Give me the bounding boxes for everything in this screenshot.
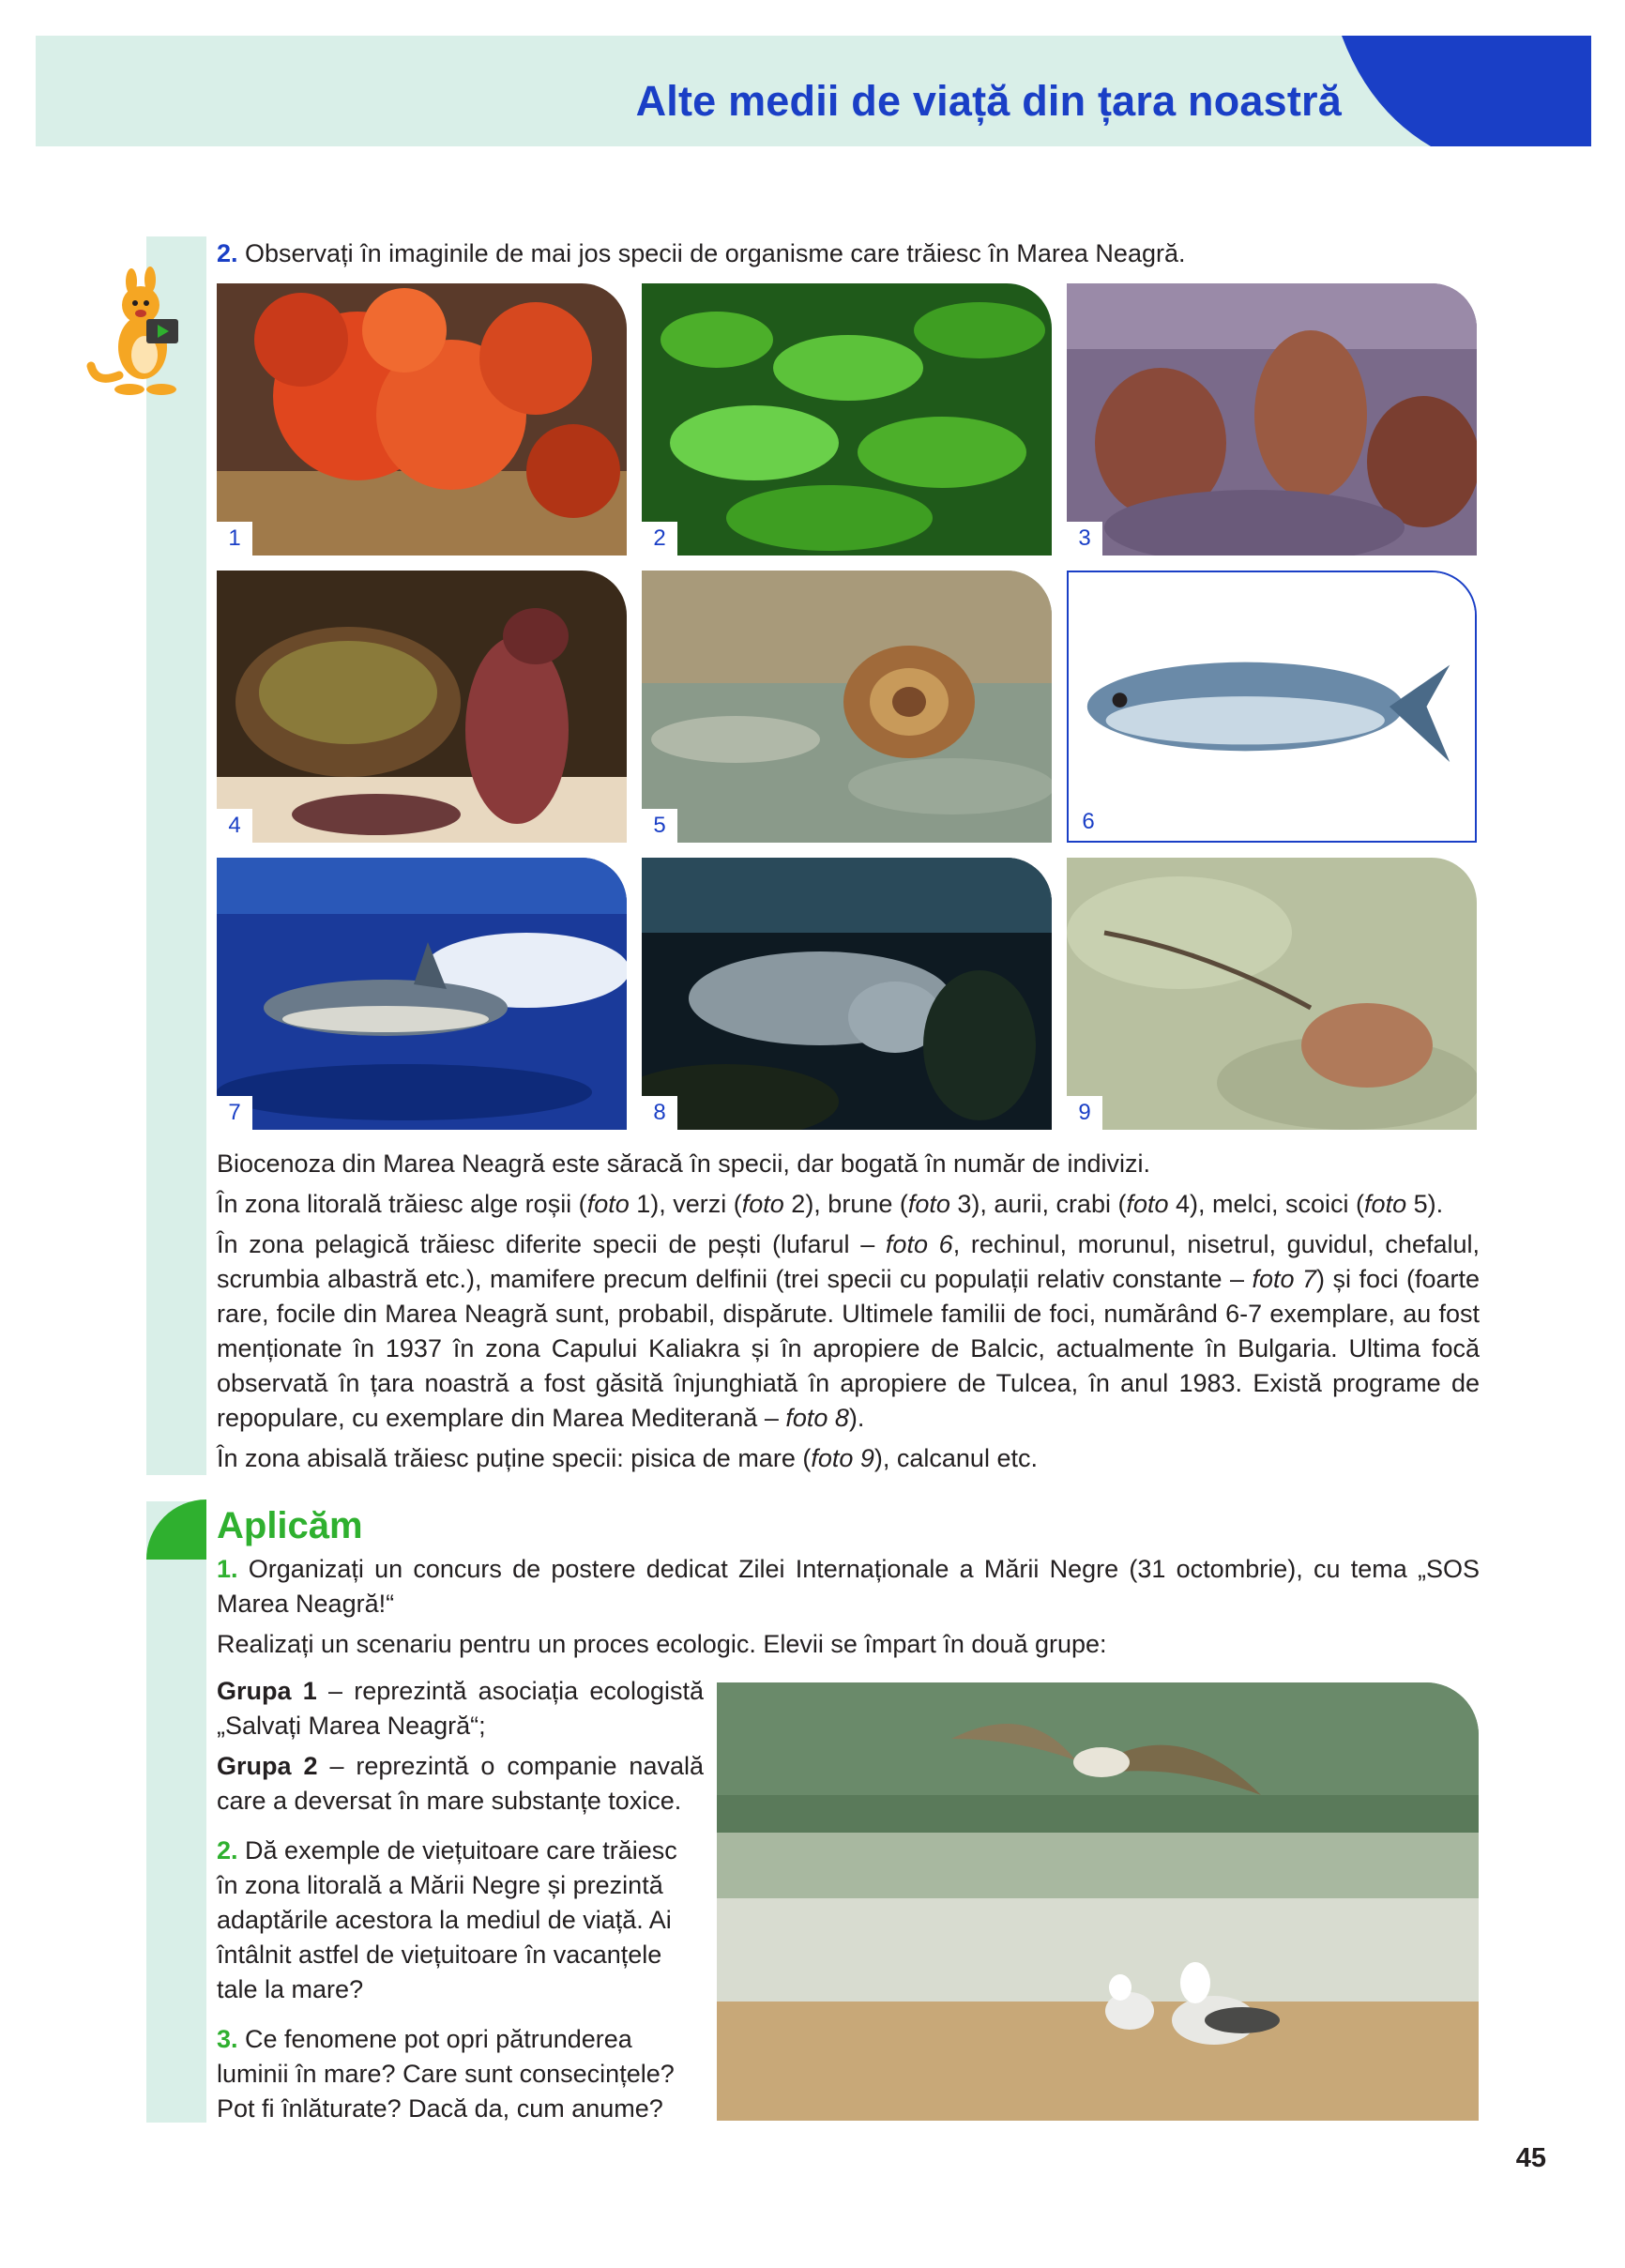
- group-1-label: Grupa 1: [217, 1677, 317, 1705]
- photo-red-algae: [217, 283, 627, 556]
- group-2-label: Grupa 2: [217, 1752, 318, 1780]
- p2-e: 4), melci, scoici (: [1168, 1190, 1365, 1218]
- p2-a: În zona litorală trăiesc alge roșii (: [217, 1190, 587, 1218]
- photo-sea-snail: [642, 571, 1052, 843]
- photo-green-algae: [642, 283, 1052, 556]
- photo-label-9: 9: [1067, 1096, 1102, 1130]
- p3-a: În zona pelagică trăiesc diferite specii de pești (lufarul –: [217, 1230, 886, 1258]
- photo-seagulls: [717, 1682, 1479, 2121]
- photo-crab: [217, 571, 627, 843]
- kangaroo-mascot-icon: [86, 253, 197, 403]
- aplicam-q1: [217, 1552, 1480, 1667]
- paragraph-4: [217, 1441, 1480, 1476]
- photo-label-5: 5: [642, 809, 677, 843]
- p4-a: În zona abisală trăiesc puține specii: pisica de mare (: [217, 1444, 812, 1472]
- aplicam-left-column: [217, 1674, 704, 2132]
- photo-label-2: 2: [642, 522, 677, 556]
- biocenosis-text: [217, 1147, 1480, 1482]
- photo-label-4: 4: [217, 809, 252, 843]
- q1-text: Organizați un concurs de postere dedicat Zilei Internaționale a Mării Negre (31 octombrie), cu tema „SOS Marea Neagră!“: [217, 1555, 1480, 1618]
- p2-b: 1), verzi (: [629, 1190, 742, 1218]
- photo-label-1: 1: [217, 522, 252, 556]
- p3-foto-8: foto 8: [785, 1404, 849, 1432]
- p3-foto-6: foto 6: [885, 1230, 953, 1258]
- photo-brown-algae: [1067, 283, 1477, 556]
- p2-foto-5: foto: [1364, 1190, 1407, 1218]
- task-2-text: [217, 236, 1186, 271]
- page-title: Alte medii de viață din țara noastră: [635, 77, 1342, 125]
- p4-b: ), calcanul etc.: [873, 1444, 1038, 1472]
- p3-d: ).: [848, 1404, 865, 1432]
- task-2-number: 2.: [217, 239, 238, 267]
- p2-d: 3), aurii, crabi (: [949, 1190, 1127, 1218]
- p2-foto-1: foto: [586, 1190, 630, 1218]
- p2-foto-3: foto: [907, 1190, 950, 1218]
- page-number: 45: [1515, 2143, 1546, 2173]
- photo-bluefish: [1067, 571, 1477, 843]
- q2-text: Dă exemple de viețuitoare care trăiesc în zona litorală a Mării Negre și prezintă adaptările acestora la mediul de viață. Ai întâlnit astfel de viețuitoare în vacanțele tale la mare?: [217, 1836, 677, 2003]
- q3-number: 3.: [217, 2025, 238, 2053]
- p2-g: 5).: [1406, 1190, 1444, 1218]
- photo-dolphin: [217, 858, 627, 1130]
- q3-text: Ce fenomene pot opri pătrunderea luminii în mare? Care sunt consecințele? Pot fi înlăturate? Dacă da, cum anume?: [217, 2025, 675, 2123]
- p3-c: ) și foci (foarte rare, focile din Marea Neagră sunt, probabil, dispărute. Ultimele familii de foci, numărând 6-7 exemplare, au fost menționate în 1937 în zona Capului Kaliakra și în apropiere de Balcic, actualmente în Bulgaria. Ultima focă observată în țara noastră a fost găsită înjunghiată în apropiere de Tulcea, în anul 1983. Există programe de repopulare, cu exemplare din Marea Mediterană –: [217, 1265, 1480, 1432]
- photo-label-7: 7: [217, 1096, 252, 1130]
- group-2-paragraph: [217, 1749, 704, 1819]
- side-margin-bar-aplicam: [146, 1501, 206, 2123]
- task-2-body: Observați în imaginile de mai jos specii de organisme care trăiesc în Marea Neagră.: [237, 239, 1186, 267]
- q3-paragraph: [217, 2022, 704, 2126]
- q2-number: 2.: [217, 1836, 238, 1865]
- p2-foto-2: foto: [741, 1190, 784, 1218]
- p2-foto-4: foto: [1126, 1190, 1169, 1218]
- p3-b: , rechinul, morunul, nisetrul, guvidul, chefalul, scrumbia albastră etc.), mamifere precum delfinii (trei specii cu populații relativ constante –: [217, 1230, 1480, 1293]
- photo-stingray: [1067, 858, 1477, 1130]
- aplicam-heading: Aplicăm: [217, 1505, 363, 1546]
- photo-seal: [642, 858, 1052, 1130]
- group-1-paragraph: [217, 1674, 704, 1743]
- scenario-paragraph: Realizați un scenariu pentru un proces ecologic. Elevii se împart în două grupe:: [217, 1630, 1107, 1658]
- paragraph-1: Biocenoza din Marea Neagră este săracă în specii, dar bogată în număr de indivizi.: [217, 1149, 1151, 1178]
- photo-label-3: 3: [1067, 522, 1102, 556]
- photo-label-8: 8: [642, 1096, 677, 1130]
- group-2-text: – reprezintă o companie navală care a deversat în mare substanțe toxice.: [217, 1752, 704, 1815]
- header-corner-shape: [1342, 36, 1591, 146]
- p2-c: 2), brune (: [783, 1190, 908, 1218]
- paragraph-2: [217, 1187, 1480, 1222]
- q1-paragraph: [217, 1552, 1480, 1621]
- group-1-text: – reprezintă asociația ecologistă „Salvați Marea Neagră“;: [217, 1677, 704, 1740]
- q2-paragraph: [217, 1834, 704, 2007]
- paragraph-3: [217, 1227, 1480, 1436]
- p4-foto-9: foto 9: [811, 1444, 874, 1472]
- photo-label-6: 6: [1071, 805, 1106, 839]
- p3-foto-7: foto 7: [1252, 1265, 1317, 1293]
- side-margin-bar: [146, 236, 206, 1475]
- q1-number: 1.: [217, 1555, 238, 1583]
